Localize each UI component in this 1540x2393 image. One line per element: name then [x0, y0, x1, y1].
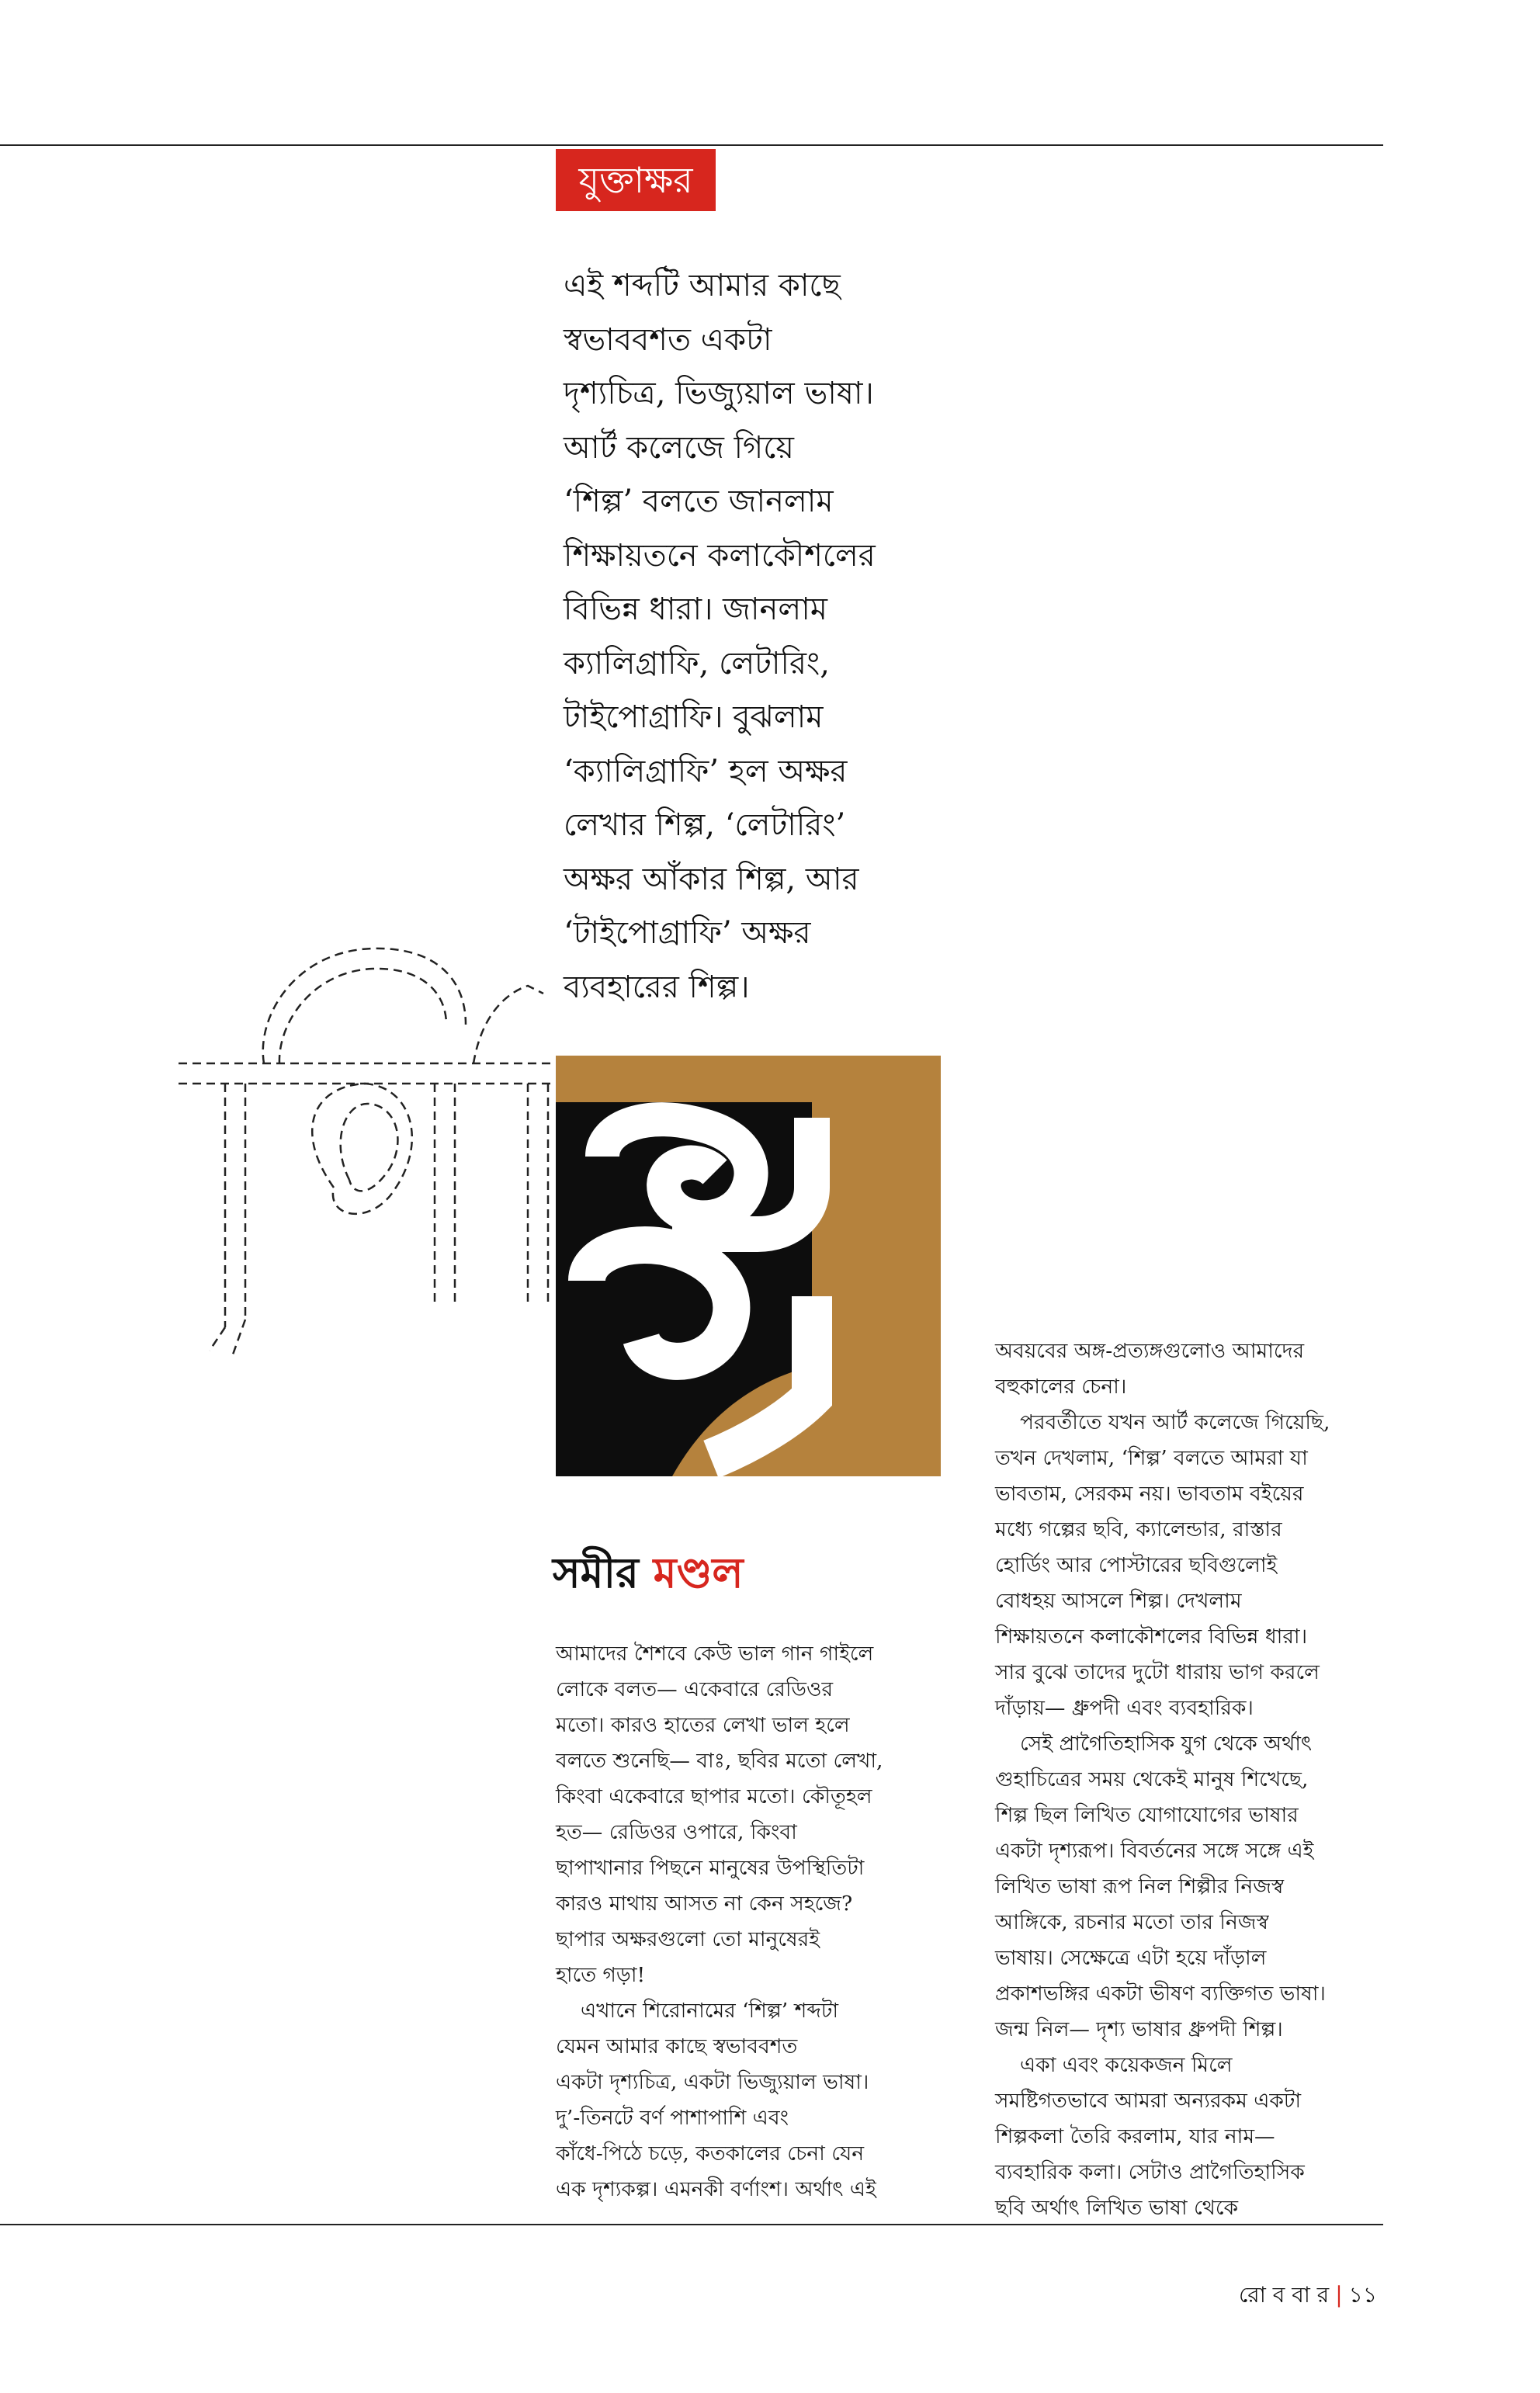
- column-line: হোর্ডিং আর পোস্টারের ছবিগুলোই: [995, 1553, 1278, 1577]
- column-line: হাতে গড়া!: [556, 1963, 646, 1987]
- column-line: দাঁড়ায়— ধ্রুপদী এবং ব্যবহারিক।: [995, 1696, 1254, 1720]
- column-line: ছবি অর্থাৎ লিখিত ভাষা থেকে: [995, 2196, 1239, 2220]
- column-line: বহুকালের চেনা।: [995, 1375, 1127, 1399]
- column-line: শিক্ষায়তনে কলাকৌশলের বিভিন্ন ধারা।: [995, 1625, 1308, 1649]
- column-line: শিল্প ছিল লিখিত যোগাযোগের ভাষার: [995, 1803, 1299, 1827]
- column-line: বলতে শুনেছি— বাঃ, ছবির মতো লেখা,: [556, 1749, 883, 1773]
- column-line: ভাষায়। সেক্ষেত্রে এটা হয়ে দাঁড়াল: [995, 1946, 1267, 1970]
- column-line: ছাপার অক্ষরগুলো তো মানুষেরই: [556, 1927, 820, 1951]
- intro-line: শিক্ষায়তনে কলাকৌশলের: [564, 537, 876, 574]
- intro-line: বিভিন্ন ধারা। জানলাম: [564, 591, 828, 627]
- column-line: প্রকাশভঙ্গির একটা ভীষণ ব্যক্তিগত ভাষা।: [995, 1982, 1326, 2006]
- intro-line: লেখার শিল্প, ‘লেটারিং’: [564, 807, 846, 843]
- intro-line: ক্যালিগ্রাফি, লেটারিং,: [564, 645, 830, 681]
- column-line: মতো। কারও হাতের লেখা ভাল হলে: [556, 1713, 850, 1737]
- author-last-name: মণ্ডল: [653, 1548, 744, 1597]
- column-line: সমষ্টিগতভাবে আমরা অন্যরকম একটা: [995, 2089, 1302, 2113]
- intro-line: ‘টাইপোগ্রাফি’ অক্ষর: [564, 915, 811, 951]
- intro-line: ‘শিল্প’ বলতে জানলাম: [564, 484, 834, 519]
- intro-line: ব্যবহারের শিল্প।: [564, 969, 750, 1005]
- column-line: ভাবতাম, সেরকম নয়। ভাবতাম বইয়ের: [995, 1482, 1304, 1506]
- column-line: তখন দেখলাম, ‘শিল্প’ বলতে আমরা যা: [995, 1446, 1308, 1470]
- column-line: যেমন আমার কাছে স্বভাববশত: [556, 2034, 798, 2058]
- page-number: ১১: [1348, 2282, 1377, 2308]
- column-line: কিংবা একেবারে ছাপার মতো। কৌতূহল: [556, 1784, 872, 1809]
- column-line: এক দৃশ্যকল্প। এমনকী বর্ণাংশ। অর্থাৎ এই: [556, 2177, 876, 2201]
- column-line: আঙ্গিকে, রচনার মতো তার নিজস্ব: [995, 1910, 1269, 1934]
- top-rule: [0, 144, 1383, 146]
- bottom-rule: [0, 2224, 1383, 2225]
- page-footer: [1239, 2278, 1377, 2315]
- column-line: জন্ম নিল— দৃশ্য ভাষার ধ্রুপদী শিল্প।: [995, 2017, 1283, 2041]
- author-name: [553, 1541, 744, 1611]
- column-line: একা এবং কয়েকজন মিলে: [1020, 2053, 1233, 2077]
- column-line: লিখিত ভাষা রূপ নিল শিল্পীর নিজস্ব: [995, 1875, 1285, 1899]
- column-line: লোকে বলত— একেবারে রেডিওর: [556, 1677, 834, 1701]
- column-line: সেই প্রাগৈতিহাসিক যুগ থেকে অর্থাৎ: [1020, 1732, 1313, 1756]
- column-line: শিল্পকলা তৈরি করলাম, যার নাম—: [995, 2124, 1275, 2148]
- author-first-name: সমীর: [553, 1548, 639, 1597]
- intro-line: দৃশ্যচিত্র, ভিজ্যুয়াল ভাষা।: [564, 376, 874, 411]
- dashed-letter-illustration: [179, 931, 567, 1366]
- column-line: ব্যবহারিক কলা। সেটাও প্রাগৈতিহাসিক: [995, 2160, 1305, 2184]
- intro-line: এই শব্দটি আমার কাছে: [564, 268, 841, 303]
- footer-separator: |: [1335, 2282, 1343, 2308]
- column-line: কাঁধে-পিঠে চড়ে, কতকালের চেনা যেন: [556, 2142, 865, 2166]
- body-column-1: [556, 1636, 944, 2207]
- column-line: দু’-তিনটে বর্ণ পাশাপাশি এবং: [556, 2106, 789, 2130]
- intro-line: ‘ক্যালিগ্রাফি’ হল অক্ষর: [564, 753, 848, 789]
- intro-line: অক্ষর আঁকার শিল্প, আর: [564, 861, 859, 897]
- body-column-2: [995, 1333, 1383, 2226]
- intro-line: আর্ট কলেজে গিয়ে: [564, 429, 794, 466]
- column-line: বোধহয় আসলে শিল্প। দেখলাম: [995, 1589, 1242, 1613]
- column-line: মধ্যে গল্পের ছবি, ক্যালেন্ডার, রাস্তার: [995, 1517, 1282, 1542]
- intro-line: স্বভাববশত একটা: [564, 321, 772, 358]
- intro-paragraph: [564, 259, 967, 1014]
- column-line: গুহাচিত্রের সময় থেকেই মানুষ শিখেছে,: [995, 1767, 1309, 1791]
- column-line: হত— রেডিওর ওপারে, কিংবা: [556, 1820, 797, 1844]
- column-line: অবয়বের অঙ্গ-প্রত্যঙ্গগুলোও আমাদের: [995, 1339, 1305, 1363]
- column-line: ছাপাখানার পিছনে মানুষের উপস্থিতিটা: [556, 1856, 865, 1880]
- column-line: কারও মাথায় আসত না কেন সহজে?: [556, 1892, 853, 1916]
- shilpo-logo: [556, 1056, 941, 1476]
- column-line: আমাদের শৈশবে কেউ ভাল গান গাইলে: [556, 1642, 874, 1666]
- magazine-name: রো ব বা র: [1238, 2282, 1330, 2308]
- intro-line: টাইপোগ্রাফি। বুঝলাম: [564, 699, 824, 735]
- section-tag: যুক্তাক্ষর: [556, 149, 716, 211]
- column-line: এখানে শিরোনামের ‘শিল্প’ শব্দটা: [581, 1999, 839, 2023]
- column-line: সার বুঝে তাদের দুটো ধারায় ভাগ করলে: [995, 1660, 1320, 1684]
- column-line: পরবর্তীতে যখন আর্ট কলেজে গিয়েছি,: [1020, 1410, 1330, 1434]
- column-line: একটা দৃশ্যরূপ। বিবর্তনের সঙ্গে সঙ্গে এই: [995, 1839, 1314, 1863]
- column-line: একটা দৃশ্যচিত্র, একটা ভিজ্যুয়াল ভাষা।: [556, 2070, 869, 2094]
